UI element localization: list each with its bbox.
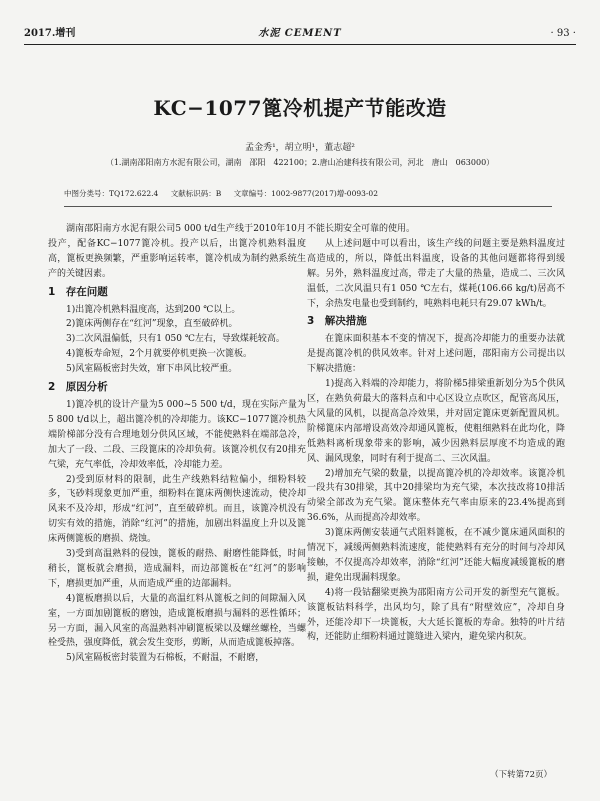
problem-item: 5)风室隔板密封失效，窜下串风比较严重。: [66, 364, 238, 375]
measure-item: 4)将一段钴翻梁更换为邵阳南方公司开发的新型充气篦板。该篦板钴料科学，出风均匀，除了具有“附壁效应”，冷却自身外，还能冷却下一块篦板，大大延长篦板的寿命。独特的叶片结构，还能防止细粉料通过篦缝进入梁内，避免梁内积灰。: [307, 587, 565, 643]
cause-item: 3)受到高温熟料的侵蚀，篦板的耐热、耐磨性能降低，时间稍长，篦板就会磨损，造成漏料，而边部篦板在“红河”的影响下，磨损更加严重，从而造成严重的边部漏料。: [48, 549, 306, 589]
affiliations: （1.湖南邵阳南方水泥有限公司，湖南 邵阳 422100；2.唐山冶建科技有限公司，河北 唐山 063000）: [105, 158, 495, 167]
problem-item: 3)二次风温偏低，只有1 050 ℃左右，导致煤耗较高。: [66, 334, 285, 345]
problem-item: 2)篦床两侧存在“红河”现象，直至破碎机。: [66, 319, 238, 330]
cause-item: 5)风室隔板密封装置为石棉板，不耐温，不耐磨，: [66, 653, 265, 664]
right-column: [307, 222, 565, 645]
article-number: 文章编号：1002-9877(2017)增-0093-02: [233, 189, 378, 198]
continuation-paragraph: 不能长期安全可靠的使用。: [307, 224, 416, 234]
journal-logo: 水泥 CEMENT: [258, 28, 342, 39]
measures-intro: 在篦床面积基本不变的情况下，提高冷却能力的重要办法就是提高篦冷机的供风效率。针对上述问题，邵阳南方公司提出以下解决措施：: [307, 334, 565, 375]
author-list: 孟金秀¹，胡立明¹，董志超²: [245, 143, 355, 153]
meta-separator: [64, 206, 552, 207]
article-title: KC−1077篦冷机提产节能改造: [153, 96, 447, 120]
cause-item: 4)篦板磨损以后，大量的高温红料从篦板之间的间隙漏入风室，一方面加剧篦板的磨蚀，造成篦板磨损与漏料的恶性循环；另一方面，漏入风室的高温熟料冲刷篦板梁以及螺丝螺栓，当螺栓受热，强度降低，就会发生变形，剪断，从而造成篦板掉落。: [48, 593, 306, 649]
document-code: 文献标识码：B: [170, 189, 222, 198]
intro-paragraph: 湖南邵阳南方水泥有限公司5 000 t/d生产线于2010年10月投产，配备KC−1077篦冷机。投产以后，出篦冷机熟料温度高，篦板更换频繁，严重影响运转率，篦冷机成为制约熟系统生产的关键因素。: [48, 224, 306, 279]
section-heading-causes: 2 原因分析: [48, 381, 108, 394]
section-heading-measures: 3 解决措施: [307, 315, 367, 328]
measure-item: 2)增加充气梁的数量，以提高篦冷机的冷却效率。该篦冷机一段共有30排梁，其中20排梁均为充气梁，本次技改将10排活动梁全部改为充气梁。篦床整体充气率由原来的23.4%提高到36.6%，从而提高冷却效率。: [307, 468, 565, 524]
issue-label: 2017.增刊: [24, 28, 76, 39]
problem-item: 1)出篦冷机熟料温度高，达到200 ℃以上。: [66, 304, 241, 315]
page-number: · 93 ·: [550, 28, 576, 39]
header-rule: [24, 44, 576, 45]
left-column: [48, 222, 306, 666]
article-meta: [64, 188, 388, 199]
section-heading-problems: 1 存在问题: [48, 285, 108, 298]
measure-item: 3)篦床两侧安装通气式阻料篦板，在不减少篦床通风面积的情况下，减缓两侧熟料流速度，能使熟料有充分的时间与冷却风接触，不仅提高冷却效率，消除“红河”还能大幅度减缓篦板的磨损，避免出现漏料现象。: [307, 528, 565, 583]
cause-item: 2)受到原材料的限制，此生产线熟料结粒偏小，细粉料较多，飞砂料现象更加严重，细粉料在篦床两侧快速流动，使冷却风来不及冷却，形成“红河”，直至破碎机。而且，该篦冷机没有切实有效的措施，消除“红河”的措施，加剧出料温度上升以及篦床两侧篦板的磨损、烧蚀。: [48, 474, 306, 545]
running-header: [24, 26, 576, 42]
summary-paragraph: 从上述问题中可以看出，该生产线的问题主要是熟料温度过高造成的，所以，降低出料温度，设备的其他问题都将得到缓解。另外，熟料温度过高，带走了大量的热量，造成二、三次风温低，二次风温只有1 050 ℃左右，煤耗(106.66 kg/t)居高不下，余热发电量也受到制约，吨熟料电耗只有29.07 kWh/t。: [307, 238, 565, 309]
cause-item: 1)篦冷机的设计产量为5 000~5 500 t/d，现在实际产量为5 800 t/d以上，超出篦冷机的冷却能力。该KC−1077篦冷机热端阶梯部分没有合理地划分供风区域，不能使熟料在端部急冷，加大了一段、二段、三段篦床的冷却负荷。该篦冷机仅有20排充气梁，充气率低，冷却效率低，冷却能力差。: [48, 399, 306, 470]
continued-on-page: （下转第72页）: [490, 770, 552, 780]
clc-number: 中图分类号：TQ172.622.4: [64, 189, 159, 198]
measure-item: 1)提高入料端的冷却能力，将阶梯5排梁重新划分为5个供风区，在熟负荷最大的落料点和中心区设立点吹区，配管高风压，大风量的风机，以提高急冷效果，并对固定篦床更新配置风机。阶梯篦床内部增设高效冷却通风篦板，使粗细熟料在此均化，降低熟料离析现象带来的影响，减少因熟料层厚度不均造成的跑风、漏风现象，同时有利于提高二、三次风温。: [307, 379, 565, 464]
problem-item: 4)篦板寿命短，2个月就要停机更换一次篦板。: [66, 349, 252, 360]
